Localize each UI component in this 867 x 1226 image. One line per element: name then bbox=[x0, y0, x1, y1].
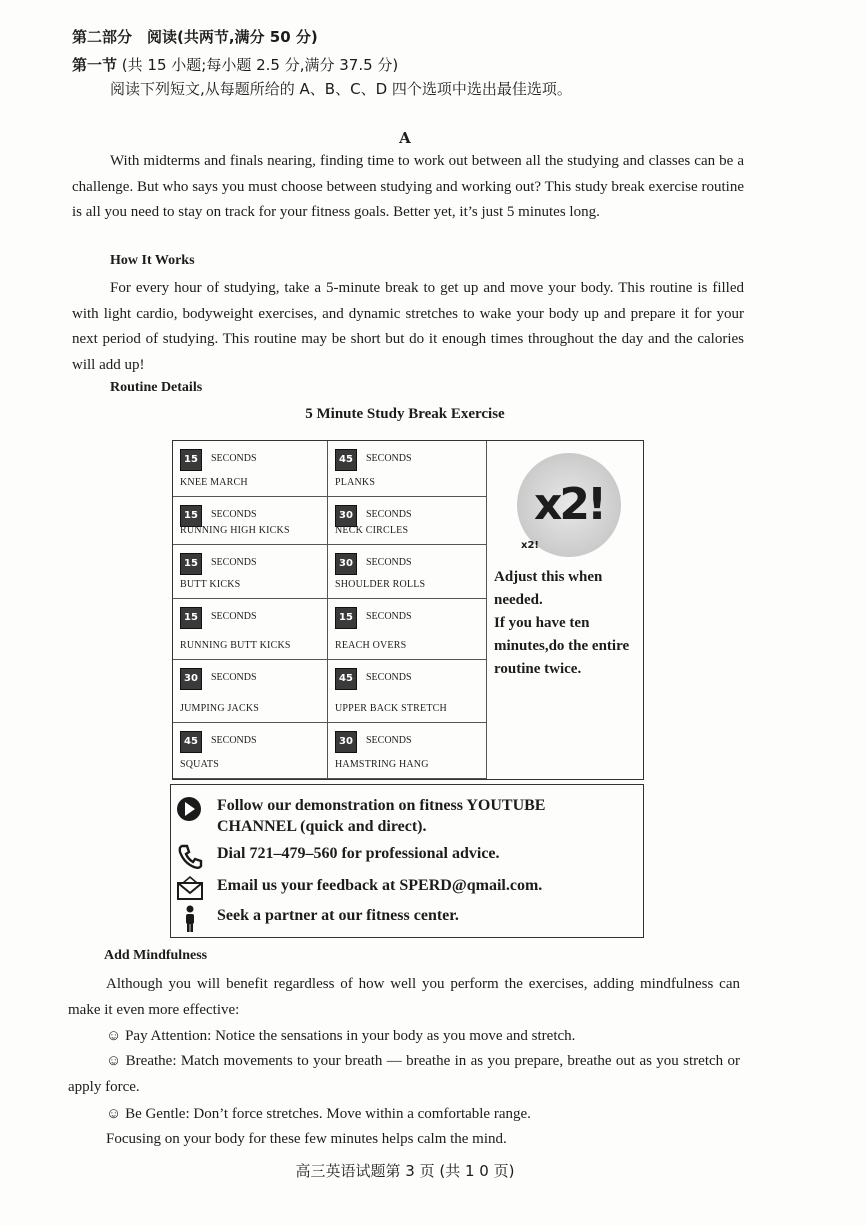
partner-text: Seek a partner at our fitness center. bbox=[217, 907, 459, 924]
routine-details-heading: Routine Details bbox=[110, 380, 203, 395]
exercise-name: PLANKS bbox=[335, 477, 376, 488]
page-footer: 高三英语试题第 3 页 (共 1 0 页) bbox=[295, 1162, 515, 1180]
exercise-name: UPPER BACK STRETCH bbox=[335, 703, 447, 714]
seconds-label: SECONDS bbox=[211, 509, 257, 520]
seconds-label: SECONDS bbox=[366, 735, 412, 746]
section-heading bbox=[72, 54, 398, 75]
exercise-name: RUNNING BUTT KICKS bbox=[180, 640, 291, 651]
seconds-badge: 30 bbox=[180, 668, 202, 690]
seconds-label: SECONDS bbox=[211, 672, 257, 683]
email-text: Email us your feedback at SPERD@qmail.com. bbox=[217, 877, 543, 894]
seconds-label: SECONDS bbox=[366, 611, 412, 622]
how-it-works-paragraph: For every hour of studying, take a 5-minute break to get up and move your body. This routine is filled with light cardio, bodyweight exercises, and dynamic stretches to wake your body up and prepare it for your next period of studying. This routine may be short but do it enough times throughout the day and the calories will add up! bbox=[72, 280, 744, 373]
routine-table bbox=[172, 440, 644, 780]
envelope-icon bbox=[175, 875, 207, 903]
seconds-badge: 45 bbox=[180, 731, 202, 753]
exercise-name: RUNNING HIGH KICKS bbox=[180, 525, 290, 536]
section-label: 第一节 bbox=[72, 56, 118, 74]
exercise-name: HAMSTRING HANG bbox=[335, 759, 429, 770]
mindfulness-intro: Although you will benefit regardless of how well you perform the exercises, adding mindfulness can make it even more effective: bbox=[68, 976, 740, 1018]
seconds-badge: 15 bbox=[180, 553, 202, 575]
seconds-badge: 30 bbox=[335, 553, 357, 575]
exercise-name: KNEE MARCH bbox=[180, 477, 248, 488]
routine-cell bbox=[328, 660, 487, 723]
exercise-name: BUTT KICKS bbox=[180, 579, 241, 590]
routine-cell bbox=[328, 441, 487, 497]
routine-cell bbox=[173, 660, 328, 723]
routine-cell bbox=[328, 497, 487, 545]
routine-cell bbox=[173, 599, 328, 660]
seconds-label: SECONDS bbox=[366, 453, 412, 464]
seconds-badge: 45 bbox=[335, 449, 357, 471]
x2-badge-text: x2! bbox=[533, 479, 605, 530]
routine-cell bbox=[173, 441, 328, 497]
seconds-label: SECONDS bbox=[366, 557, 412, 568]
seconds-label: SECONDS bbox=[211, 453, 257, 464]
person-icon bbox=[175, 905, 207, 933]
phone-text: Dial 721–479–560 for professional advice. bbox=[217, 845, 500, 862]
seconds-label: SECONDS bbox=[366, 672, 412, 683]
mindfulness-closing: Focusing on your body for these few minutes helps calm the mind. bbox=[106, 1131, 507, 1147]
passage-label: A bbox=[399, 129, 411, 147]
exercise-name: REACH OVERS bbox=[335, 640, 407, 651]
routine-side-note bbox=[487, 441, 643, 779]
seconds-label: SECONDS bbox=[211, 557, 257, 568]
exercise-name: SHOULDER ROLLS bbox=[335, 579, 426, 590]
seconds-badge: 30 bbox=[335, 505, 357, 527]
mindfulness-point-gentle: ☺ Be Gentle: Don’t force stretches. Move within a comfortable range. bbox=[106, 1106, 531, 1122]
mindfulness-point-breathe: ☺ Breathe: Match movements to your breath — breathe in as you prepare, breathe out as you stretch or apply force. bbox=[68, 1053, 740, 1095]
exercise-name: JUMPING JACKS bbox=[180, 703, 260, 714]
seconds-badge: 15 bbox=[180, 607, 202, 629]
instruction-text: 阅读下列短文,从每题所给的 A、B、C、D 四个选项中选出最佳选项。 bbox=[110, 80, 572, 98]
routine-cell bbox=[173, 723, 328, 779]
intro-paragraph: With midterms and finals nearing, finding time to work out between all the studying and classes can be a challenge. But who says you must choose between studying and working out? This study break exercise routine is all you need to stay on track for your fitness goals. Better yet, it’s just 5 minutes long. bbox=[72, 153, 744, 220]
seconds-label: SECONDS bbox=[366, 509, 412, 520]
seconds-badge: 15 bbox=[335, 607, 357, 629]
routine-cell bbox=[328, 723, 487, 779]
how-it-works-heading: How It Works bbox=[110, 253, 195, 268]
part-heading: 第二部分 阅读(共两节,满分 50 分) bbox=[72, 28, 318, 46]
routine-cell bbox=[173, 497, 328, 545]
section-info: (共 15 小题;每小题 2.5 分,满分 37.5 分) bbox=[121, 56, 399, 74]
side-instructions bbox=[494, 566, 639, 681]
side-text-twice: If you have ten minutes,do the entire routine twice. bbox=[494, 615, 630, 677]
exercise-name: SQUATS bbox=[180, 759, 219, 770]
exercise-name: NECK CIRCLES bbox=[335, 525, 409, 536]
play-icon bbox=[175, 795, 207, 823]
seconds-badge: 15 bbox=[180, 449, 202, 471]
mindfulness-point-attention: ☺ Pay Attention: Notice the sensations in your body as you move and stretch. bbox=[106, 1028, 576, 1044]
seconds-label: SECONDS bbox=[211, 611, 257, 622]
routine-cell bbox=[328, 545, 487, 599]
seconds-badge: 45 bbox=[335, 668, 357, 690]
routine-cell bbox=[173, 545, 328, 599]
youtube-text: Follow our demonstration on fitness YOUTUBE CHANNEL (quick and direct). bbox=[217, 797, 546, 835]
side-text-adjust: Adjust this when needed. bbox=[494, 569, 603, 608]
contact-box bbox=[170, 784, 644, 938]
seconds-badge: 15 bbox=[180, 505, 202, 527]
phone-icon bbox=[175, 843, 207, 871]
routine-table-caption: 5 Minute Study Break Exercise bbox=[305, 406, 505, 422]
routine-cell bbox=[328, 599, 487, 660]
seconds-badge: 30 bbox=[335, 731, 357, 753]
mindfulness-heading: Add Mindfulness bbox=[104, 948, 208, 963]
x2-small-label: x2! bbox=[521, 540, 539, 551]
seconds-label: SECONDS bbox=[211, 735, 257, 746]
